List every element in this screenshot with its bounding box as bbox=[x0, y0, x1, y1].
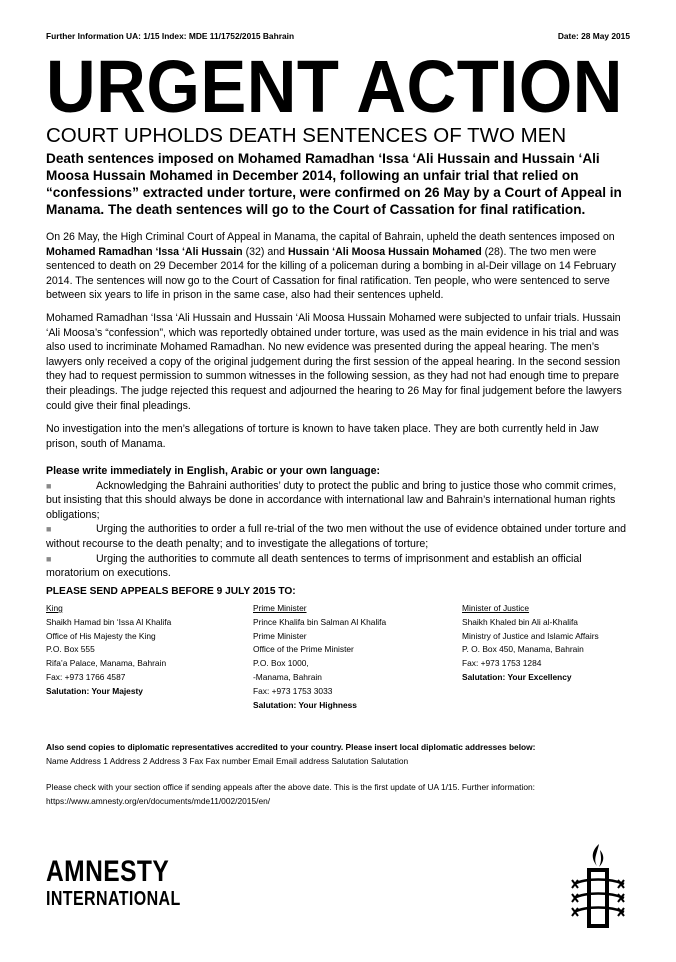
address-title: King bbox=[46, 603, 63, 613]
address-line: -Manama, Bahrain bbox=[253, 671, 322, 682]
person-name-1: Mohamed Ramadhan ‘Issa ‘Ali Hussain bbox=[46, 245, 243, 258]
action-bullet-2 bbox=[46, 522, 630, 551]
paragraph-1-text-a: On 26 May, the High Criminal Court of Appeal in Manama, the capital of Bahrain, upheld the death sentences imposed on bbox=[46, 231, 615, 243]
paragraph-1-text-b: (32) and bbox=[242, 245, 288, 258]
address-line: Prime Minister bbox=[253, 630, 307, 641]
page-title: URGENT ACTION bbox=[46, 45, 623, 128]
amnesty-logo bbox=[46, 856, 214, 910]
candle-barbed-wire-icon bbox=[566, 840, 630, 930]
check-text: Please check with your section office if sending appeals after the above date. This is the first update of UA 1/15. Further information: bbox=[46, 782, 535, 792]
address-salutation: Salutation: Your Highness bbox=[253, 699, 357, 710]
address-line: Prince Khalifa bin Salman Al Khalifa bbox=[253, 616, 387, 627]
action-bullet-2-text: Urging the authorities to order a full re-trial of the two men without the use of evidence obtained under torture and without recourse to the death penalty; and to investigate the allegations of torture; bbox=[46, 523, 626, 550]
paragraph-3: No investigation into the men’s allegations of torture is known to have taken place. They are both currently held in Jaw prison, south of Manama. bbox=[46, 423, 599, 450]
address-line: Office of the Prime Minister bbox=[253, 644, 354, 655]
address-line: P.O. Box 1000, bbox=[253, 658, 309, 669]
address-line: Rifa’a Palace, Manama, Bahrain bbox=[46, 658, 167, 669]
address-title: Minister of Justice bbox=[462, 603, 530, 613]
paragraph-1 bbox=[46, 230, 630, 303]
action-bullet-3 bbox=[46, 552, 630, 581]
copies-fields: Name Address 1 Address 2 Address 3 Fax Fax number Email Email address Salutation Salutation bbox=[46, 755, 409, 766]
action-bullet-3-text: Urging the authorities to commute all death sentences to terms of imprisonment and establish an official moratorium on executions. bbox=[46, 552, 582, 580]
address-line: Fax: +973 1766 4587 bbox=[46, 671, 126, 682]
action-bullet-1-text: Acknowledging the Bahraini authorities’ duty to protect the public and bring to justice those who commit crimes, but insisting that this should always be done in accordance with international law and Bahrain’s international human rights obligations; bbox=[46, 479, 617, 521]
address-prime-minister bbox=[253, 602, 386, 712]
address-title: Prime Minister bbox=[253, 603, 307, 613]
bullet-icon: ■ bbox=[46, 480, 52, 491]
address-salutation: Salutation: Your Majesty bbox=[46, 685, 143, 696]
copies-note bbox=[46, 741, 630, 768]
lead-summary: Death sentences imposed on Mohamed Ramadhan ‘Issa ‘Ali Hussain and Hussain ‘Ali Moosa Hussain Mohamed in December 2014, following an unfair trial that relied on “confessions” extracted under torture, were confirmed on 26 May by a Court of Appeal in Manama. The death sentences will go to the Court of Cassation for final ratification. bbox=[46, 151, 622, 217]
address-line: Fax: +973 1753 1284 bbox=[462, 658, 542, 669]
address-salutation: Salutation: Your Excellency bbox=[462, 671, 572, 682]
address-king bbox=[46, 602, 171, 699]
page-subtitle: COURT UPHOLDS DEATH SENTENCES OF TWO MEN bbox=[46, 124, 567, 147]
document-page bbox=[46, 0, 630, 962]
action-heading: Please write immediately in English, Arabic or your own language: bbox=[46, 465, 380, 477]
paragraph-1-text-c: (28). The two men were sentenced to death on 29 December 2014 for the killing of a policeman during a bombing in al-Deir village on 14 February 2014. The sentences will now go to the Court of Cassation for final ratification. Ten people, who were sentenced to serve between six years to life in prison in the same case, also had their sentences upheld. bbox=[46, 245, 617, 302]
paragraph-2: Mohamed Ramadhan ‘Issa ‘Ali Hussain and Hussain ‘Ali Moosa Hussain Mohamed were subjected to unfair trials. Hussain ‘Ali Moosa’s “confession”, which was reportedly obtained under torture, was used as the main evidence in his trial and was also used to incriminate Mohamed Ramadhan. No new evidence was presented during the appeal hearing. The men’s lawyers only received a copy of the original judgement during the first session of the appeal hearing. In the second session they had to request permission to summon witnesses in the following session, as they had not had enough time to prepare their pleadings. The judge rejected this request and adjourned the hearing to 26 May for final judgement before the lawyers could give their final pleadings. bbox=[46, 312, 622, 412]
bullet-icon: ■ bbox=[46, 524, 52, 535]
address-minister-justice bbox=[462, 602, 599, 685]
further-info-link[interactable]: https://www.amnesty.org/en/documents/mde11/002/2015/en/ bbox=[46, 795, 271, 806]
address-line: Ministry of Justice and Islamic Affairs bbox=[462, 630, 599, 641]
address-line: Office of His Majesty the King bbox=[46, 630, 156, 641]
action-request bbox=[46, 464, 630, 581]
index-info: Further Information UA: 1/15 Index: MDE 11/1752/2015 Bahrain bbox=[46, 31, 295, 41]
appeals-heading: PLEASE SEND APPEALS BEFORE 9 JULY 2015 TO: bbox=[46, 586, 296, 597]
document-date: Date: 28 May 2015 bbox=[557, 31, 630, 41]
logo-line-2: INTERNATIONAL bbox=[46, 888, 181, 910]
copies-heading: Also send copies to diplomatic representatives accredited to your country. Please insert local diplomatic addresses below: bbox=[46, 742, 536, 752]
person-name-2: Hussain ‘Ali Moosa Hussain Mohamed bbox=[288, 245, 482, 258]
address-line: Fax: +973 1753 3033 bbox=[253, 685, 333, 696]
address-line: P.O. Box 555 bbox=[46, 644, 95, 655]
address-line: Shaikh Hamad bin ‘Issa Al Khalifa bbox=[46, 616, 172, 627]
address-line: Shaikh Khaled bin Ali al-Khalifa bbox=[462, 616, 578, 627]
bullet-icon: ■ bbox=[46, 553, 52, 564]
check-note bbox=[46, 781, 630, 808]
logo-line-1: AMNESTY bbox=[46, 855, 170, 888]
action-bullet-1 bbox=[46, 479, 630, 523]
address-line: P. O. Box 450, Manama, Bahrain bbox=[462, 644, 584, 655]
